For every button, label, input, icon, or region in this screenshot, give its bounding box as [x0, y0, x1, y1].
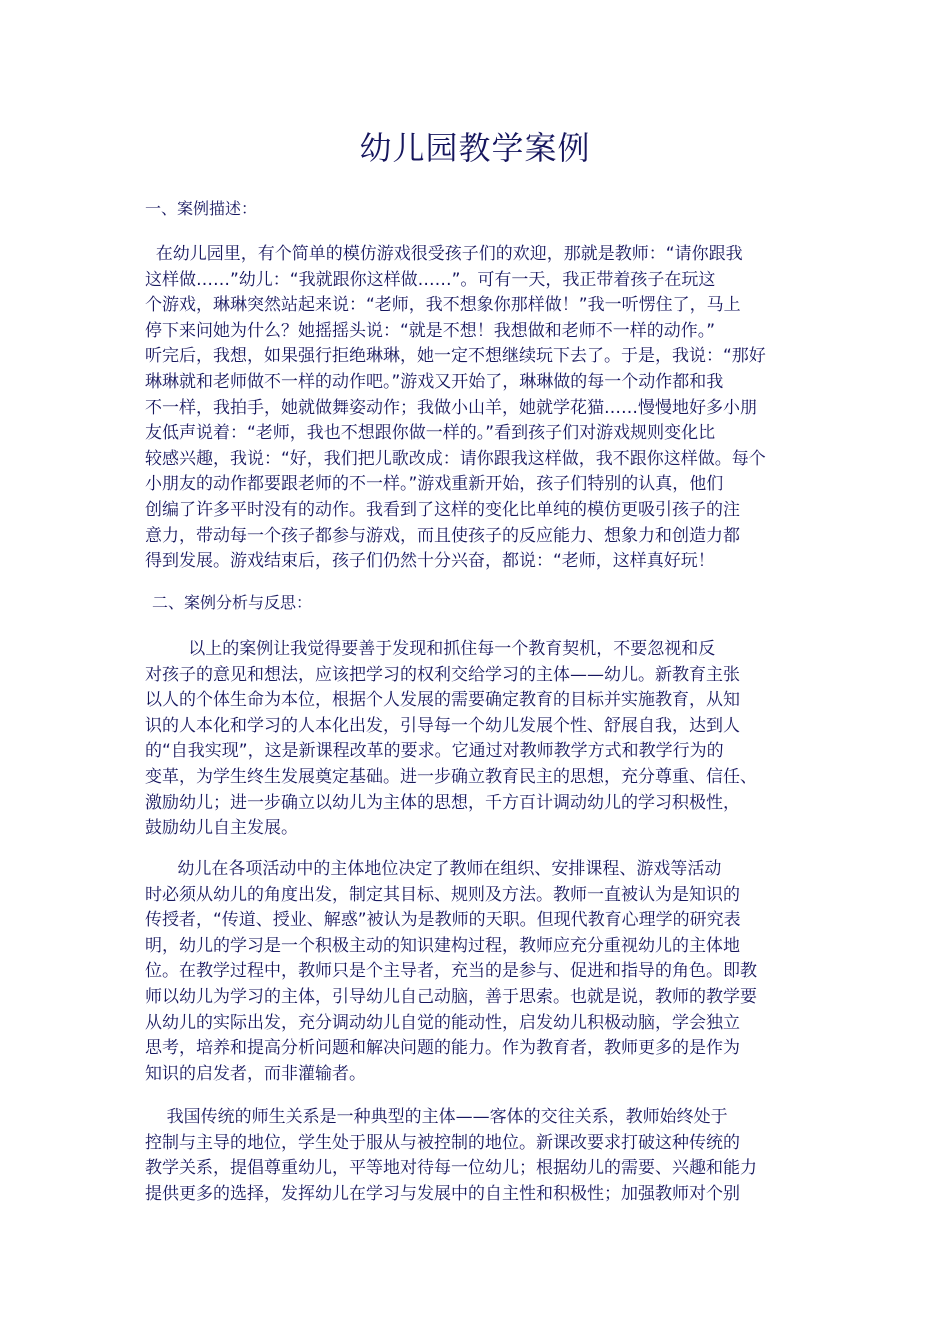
paragraph-line: 从幼儿的实际出发，充分调动幼儿自觉的能动性，启发幼儿积极动脑，学会独立 [145, 1012, 740, 1033]
paragraph-line: 时必须从幼儿的角度出发，制定其目标、规则及方法。教师一直被认为是知识的 [145, 884, 740, 905]
paragraph-line: 传授者，“传道、授业、解惑”被认为是教师的天职。但现代教育心理学的研究表 [145, 910, 741, 931]
paragraph-line: 我国传统的师生关系是一种典型的主体——客体的交往关系，教师始终处于 [145, 1107, 728, 1127]
paragraph-line: 师以幼儿为学习的主体，引导幼儿自己动脑，善于思索。也就是说，教师的教学要 [145, 986, 757, 1007]
paragraph-line: 变革，为学生终生发展奠定基础。进一步确立教育民主的思想，充分尊重、信任、 [145, 766, 757, 787]
paragraph-line: 不一样，我拍手，她就做舞姿动作；我做小山羊，她就学花猫……慢慢地好多小朋 [145, 397, 757, 418]
section-heading-analysis: 二、案例分析与反思： [152, 593, 313, 612]
paragraph-line: 鼓励幼儿自主发展。 [145, 818, 298, 839]
paragraph-line: 小朋友的动作都要跟老师的不一样。”游戏重新开始，孩子们特别的认真，他们 [145, 474, 724, 495]
paragraph-line: 教学关系，提倡尊重幼儿，平等地对待每一位幼儿；根据幼儿的需要、兴趣和能力 [145, 1158, 757, 1179]
paragraph-line: 的“自我实现”，这是新课程改革的要求。它通过对教师教学方式和教学行为的 [145, 741, 724, 762]
paragraph-line: 停下来问她为什么？她摇摇头说：“就是不想！我想做和老师不一样的动作。” [145, 320, 716, 341]
paragraph-line: 得到发展。游戏结束后，孩子们仍然十分兴奋，都说：“老师，这样真好玩！ [145, 551, 715, 572]
paragraph-line: 较感兴趣，我说：“好，我们把儿歌改成：请你跟我这样做，我不跟你这样做。每个 [145, 448, 766, 469]
paragraph-line: 听完后，我想，如果强行拒绝琳琳，她一定不想继续玩下去了。于是，我说：“那好 [145, 346, 766, 367]
document-title: 幼儿园教学案例 [359, 129, 591, 167]
paragraph-line: 明，幼儿的学习是一个积极主动的知识建构过程，教师应充分重视幼儿的主体地 [145, 935, 740, 956]
paragraph-line: 创编了许多平时没有的动作。我看到了这样的变化比单纯的模仿更吸引孩子的注 [145, 499, 740, 520]
paragraph-line: 激励幼儿；进一步确立以幼儿为主体的思想，千方百计调动幼儿的学习积极性， [145, 792, 740, 813]
paragraph-line: 幼儿在各项活动中的主体地位决定了教师在组织、安排课程、游戏等活动 [145, 859, 722, 879]
paragraph-line: 对孩子的意见和想法，应该把学习的权利交给学习的主体——幼儿。新教育主张 [145, 664, 740, 685]
analysis-paragraph-2 [145, 857, 807, 1087]
paragraph-line: 识的人本化和学习的人本化出发，引导每一个幼儿发展个性、舒展自我，达到人 [145, 715, 740, 736]
analysis-paragraph-3 [145, 1105, 807, 1207]
paragraph-line: 思考，培养和提高分析问题和解决问题的能力。作为教育者，教师更多的是作为 [145, 1038, 740, 1059]
paragraph-line: 这样做……”幼儿：“我就跟你这样做……”。可有一天，我正带着孩子在玩这 [145, 269, 716, 290]
paragraph-line: 意力，带动每一个孩子都参与游戏，而且使孩子的反应能力、想象力和创造力都 [145, 525, 740, 546]
paragraph-line: 友低声说着：“老师，我也不想跟你做一样的。”看到孩子们对游戏规则变化比 [145, 423, 716, 444]
paragraph-line: 以上的案例让我觉得要善于发现和抓住每一个教育契机，不要忽视和反 [145, 639, 716, 659]
paragraph-line: 提供更多的选择，发挥幼儿在学习与发展中的自主性和积极性；加强教师对个别 [145, 1183, 740, 1204]
analysis-paragraph-1 [145, 637, 807, 842]
paragraph-line: 在幼儿园里，有个简单的模仿游戏很受孩子们的欢迎，那就是教师：“请你跟我 [145, 244, 743, 264]
paragraph-line: 控制与主导的地位，学生处于服从与被控制的地位。新课改要求打破这种传统的 [145, 1132, 740, 1153]
case-description-paragraph [145, 242, 807, 575]
paragraph-line: 个游戏，琳琳突然站起来说：“老师，我不想象你那样做！”我一听愣住了，马上 [145, 295, 741, 316]
section-heading-case-description: 一、案例描述： [145, 199, 258, 218]
paragraph-line: 以人的个体生命为本位，根据个人发展的需要确定教育的目标并实施教育，从知 [145, 690, 740, 711]
paragraph-line: 琳琳就和老师做不一样的动作吧。”游戏又开始了，琳琳做的每一个动作都和我 [145, 371, 724, 392]
paragraph-line: 位。在教学过程中，教师只是个主导者，充当的是参与、促进和指导的角色。即教 [145, 961, 757, 982]
paragraph-line: 知识的启发者，而非灌输者。 [145, 1063, 366, 1084]
